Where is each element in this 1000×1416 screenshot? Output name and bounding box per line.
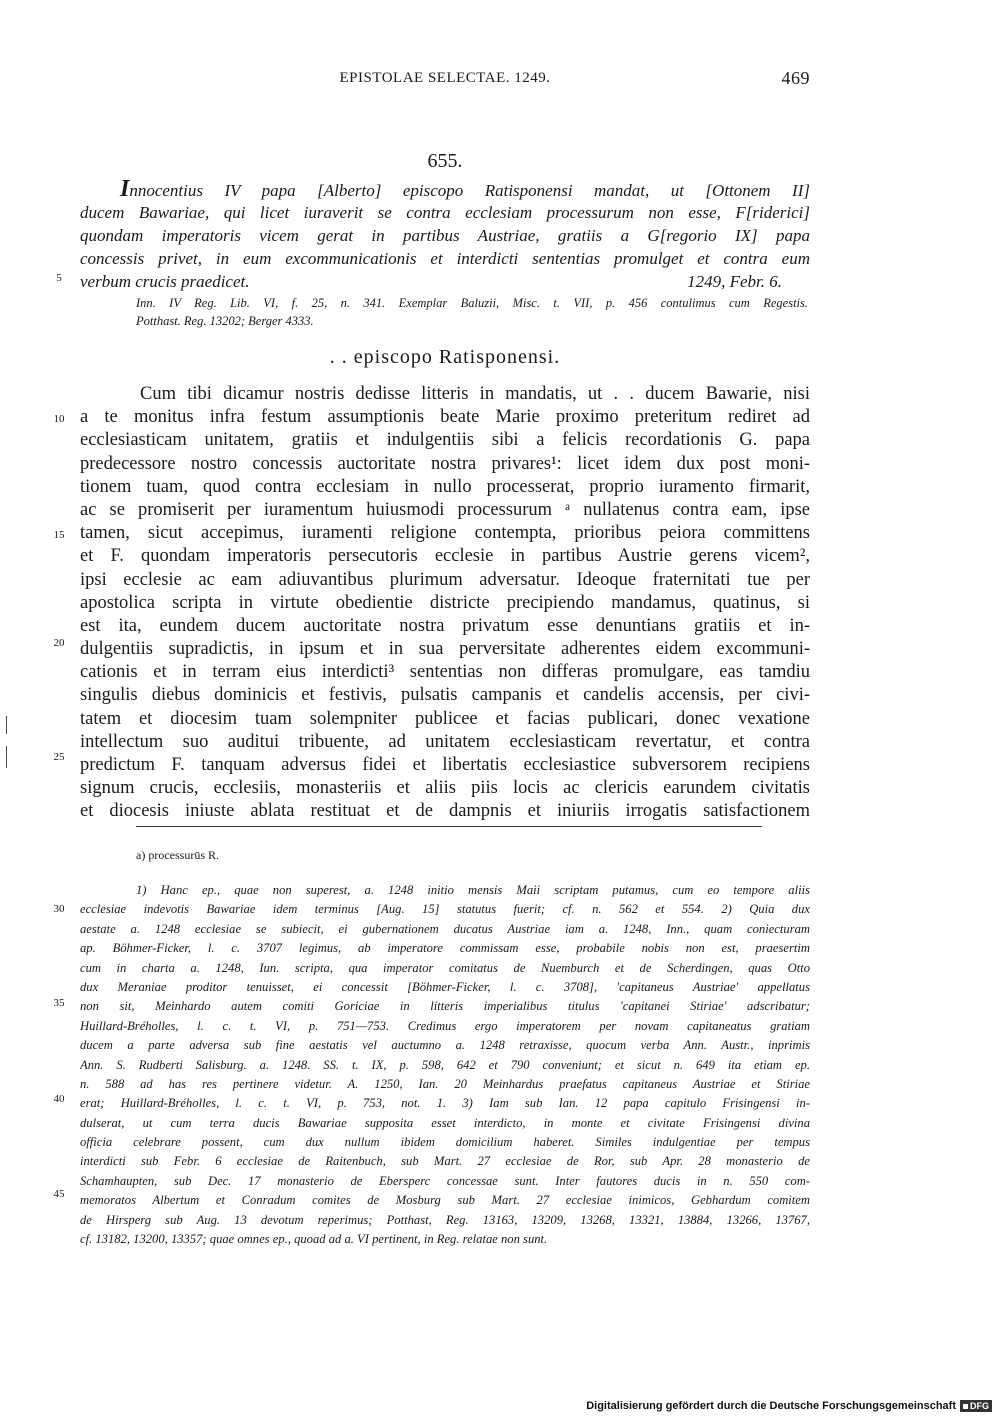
footnote-line: officia celebrare possent, cum dux nullum ibidem domicilium haberet. Similes indulgentiae per tempus <box>80 1135 810 1150</box>
summary-line-3: quondam imperatoris vicem gerat in partibus Austriae, gratiis a G[regorio IX] papa <box>80 226 810 245</box>
footnote-line: Huillard-Bréholles, l. c. t. VI, p. 751—753. Credimus ergo imperatorem per novam capitaneatus gratiam <box>80 1018 810 1033</box>
footnote-line: n. 588 ad has res pertinere videtur. A. 1250, Ian. 20 Meinhardus praefatus capitaneus Austriae et Stiriae <box>80 1076 810 1091</box>
regest-summary <box>80 178 810 293</box>
line-number: 15 <box>53 529 65 541</box>
line-number: 40 <box>53 1093 65 1105</box>
footnote-line: cf. 13182, 13200, 13357; quae omnes ep., quoad ad a. VI pertinent, in Reg. relatae non sunt. <box>80 1232 548 1247</box>
line-number: 20 <box>53 637 65 649</box>
textual-note-marker: a) <box>136 848 146 862</box>
footnotes <box>80 881 810 1249</box>
summary-line-2: ducem Bawariae, qui licet iuraverit se contra ecclesiam processurum non esse, F[riderici] <box>80 203 810 222</box>
running-head <box>80 70 810 94</box>
footnote-line: ecclesiae indevotis Bawariae idem terminus [Aug. 15] statutus fuerit; cf. n. 562 et 554. 2) Quia dux <box>80 902 810 917</box>
credit-text: Digitalisierung gefördert durch die Deutsche Forschungsgemeinschaft <box>586 1400 956 1412</box>
body-line: signum crucis, ecclesiis, monasteriis et aliis piis locis ac clericis earundem civitatis <box>80 778 810 799</box>
margin-rule <box>6 716 7 734</box>
running-title: EPISTOLAE SELECTAE. 1249. <box>339 70 551 86</box>
body-line: tatem et diocesim tuam solempniter publicee et facias publicari, donec vexatione <box>80 708 810 729</box>
addressee-heading: . . episcopo Ratisponensi. <box>329 346 561 368</box>
body-line: apostolica scripta in virtute obedientie districte precipiendo mandamus, quatinus, si <box>80 592 810 613</box>
body-line: est ita, eundem ducem auctoritate nostra privatum esse denuntians gratiis et in- <box>80 615 810 636</box>
footnote-line: dux Meraniae proditor tenuisset, ei concessit [Böhmer-Ficker, l. c. 3708], 'capitaneus Austriae' appellatus <box>80 979 810 994</box>
footnote-line: non sit, Meinhardo autem comiti Goriciae in litteris imperialibus titulus 'capitanei Stiriae' adscribatur; <box>80 999 810 1014</box>
page-number: 469 <box>781 68 810 88</box>
summary-line-5 <box>80 270 810 293</box>
body-line: tionem tuam, quod contra ecclesiam in nullo processerat, proprio iuramento firmarit, <box>80 476 810 497</box>
footnote-line: de Hirsperg sub Aug. 13 devotum reperimus; Potthast, Reg. 13163, 13209, 13268, 13321, 13884, 13266, 13767, <box>80 1212 810 1227</box>
body-line: a te monitus infra festum assumptionis beate Marie proximo preteritum rediret ad <box>80 407 810 428</box>
margin-rule <box>6 746 7 768</box>
summary-line-1: Innocentius IV papa [Alberto] episcopo Ratisponensi mandat, ut [Ottonem II] <box>120 178 810 201</box>
body-line: ac se promiserit per iuramentum huiusmodi processurum ᵃ nullatenus contra eam, ipse <box>80 499 810 520</box>
line-number: 45 <box>53 1188 65 1200</box>
footnote-line: ap. Böhmer-Ficker, l. c. 3707 legimus, ab imperatore commissam esse, probabile nobis non est, praesertim <box>80 941 810 956</box>
line-number: 35 <box>53 997 65 1009</box>
footnote-line: cum in charta a. 1248, Iun. scripta, qua imperator comitatus de Nuemburch et de Scherdingen, quas Otto <box>80 960 810 975</box>
body-line: Cum tibi dicamur nostris dedisse litteris in mandatis, ut . . ducem Bawarie, nisi <box>140 384 810 404</box>
source-references <box>136 294 808 330</box>
dfg-logo-icon <box>960 1400 992 1412</box>
body-line: ipsi ecclesie ac eam adiuvantibus plurimum adversatur. Ideoque fraternitati tue per <box>80 569 810 590</box>
footnote-line: ducem a parte adversa sub fine aestatis vel auctumno a. 1248 retraxisse, quocum verba Ann. Austr., inprimis <box>80 1038 810 1053</box>
line-number: 5 <box>56 272 62 284</box>
footnote-line: erat; Huillard-Bréholles, l. c. t. VI, p. 753, not. 1. 3) Iam sub Ian. 12 papa capitulo Frisingensi in- <box>80 1096 810 1111</box>
source-line-1: Inn. IV Reg. Lib. VI, f. 25, n. 341. Exemplar Baluzii, Misc. t. VII, p. 456 contulimus cum Regestis. <box>136 296 808 310</box>
body-line: predecessore nostro concessis auctoritate nostra privares¹: licet idem dux post moni- <box>80 453 810 474</box>
body-line: ecclesiasticam unitatem, gratiis et indulgentiis sibi a felicis recordationis G. papa <box>80 430 810 451</box>
footnote-line: interdicti sub Febr. 6 ecclesiae de Raitenbuch, sub Mart. 27 ecclesiae de Ror, sub Apr. 28 monasterio de <box>80 1154 810 1169</box>
footnote-divider <box>136 826 762 827</box>
line-number: 10 <box>53 413 65 425</box>
source-line-2: Potthast. Reg. 13202; Berger 4333. <box>136 314 314 328</box>
body-line: singulis diebus dominicis et festivis, pulsatis campanis et candelis accensis, per civi- <box>80 685 810 706</box>
summary-line-4: concessis privet, in eum excommunicationis et interdicti sententias promulget et contra eum <box>80 249 810 268</box>
line-number: 25 <box>53 751 65 763</box>
body-line: cationis et in terram eius interdicti³ sententias non differas promulgare, eas tamdiu <box>80 662 810 683</box>
footnote-line: memoratos Albertum et Conradum comites de Mosburg sub Mart. 27 ecclesiae inimicos, Gebhardum comitem <box>80 1193 810 1208</box>
body-line: et F. quondam imperatoris persecutoris ecclesie in partibus Austrie gerens vicem², <box>80 546 810 567</box>
footnote-line: 1) Hanc ep., quae non superest, a. 1248 initio mensis Maii scriptam putamus, cum eo tempore aliis <box>136 883 810 897</box>
body-line: dulgentiis supradictis, in ipsum et in sua perversitate adherentes eidem excommuni- <box>80 639 810 660</box>
footnote-line: aestate a. 1248 ecclesiae se subiecit, ei gubernationem ducatus Austriae iam a. 1248, Inn., quam coniecturam <box>80 921 810 936</box>
footnote-line: dulserat, ut cum terra ducis Bawariae supposita esset interdicto, in monte et civitate Frisingensi divina <box>80 1115 810 1130</box>
dfg-logo-text: DFG <box>970 1401 989 1411</box>
digitization-credit <box>586 1399 992 1413</box>
body-line: et diocesis iniuste ablata restituat et de dampnis et iniuriis irrogatis satisfactionem <box>80 801 810 822</box>
summary-last-text: verbum crucis praedicet. <box>80 272 250 291</box>
body-line: predictum F. tanquam adversus fidei et libertatis ecclesiastice subversorem recipiens <box>80 755 810 775</box>
letter-body <box>80 383 810 824</box>
textual-note-text: processurūs R. <box>148 848 219 862</box>
document-number: 655. <box>427 150 463 172</box>
line-number: 30 <box>53 903 65 915</box>
footnote-line: Ann. S. Rudberti Salisburg. a. 1248. SS. t. IX, p. 598, 642 et 790 conveniunt; et sicut n. 649 ita etiam ep. <box>80 1057 810 1072</box>
body-line: intellectum suo auditui tribuente, ad unitatem ecclesiasticam revertatur, et contra <box>80 731 810 752</box>
initial-letter: I <box>120 178 130 201</box>
body-line: tamen, sicut accepimus, iuramenti religione contempta, prioribus peiora committens <box>80 523 810 544</box>
textual-note <box>136 848 219 863</box>
footnote-line: Schamhaupten, sub Dec. 17 monasterio de Ebersperc concessae sunt. Inter fautores ducis in n. 550 com- <box>80 1173 810 1188</box>
letter-date: 1249, Febr. 6. <box>687 272 782 291</box>
